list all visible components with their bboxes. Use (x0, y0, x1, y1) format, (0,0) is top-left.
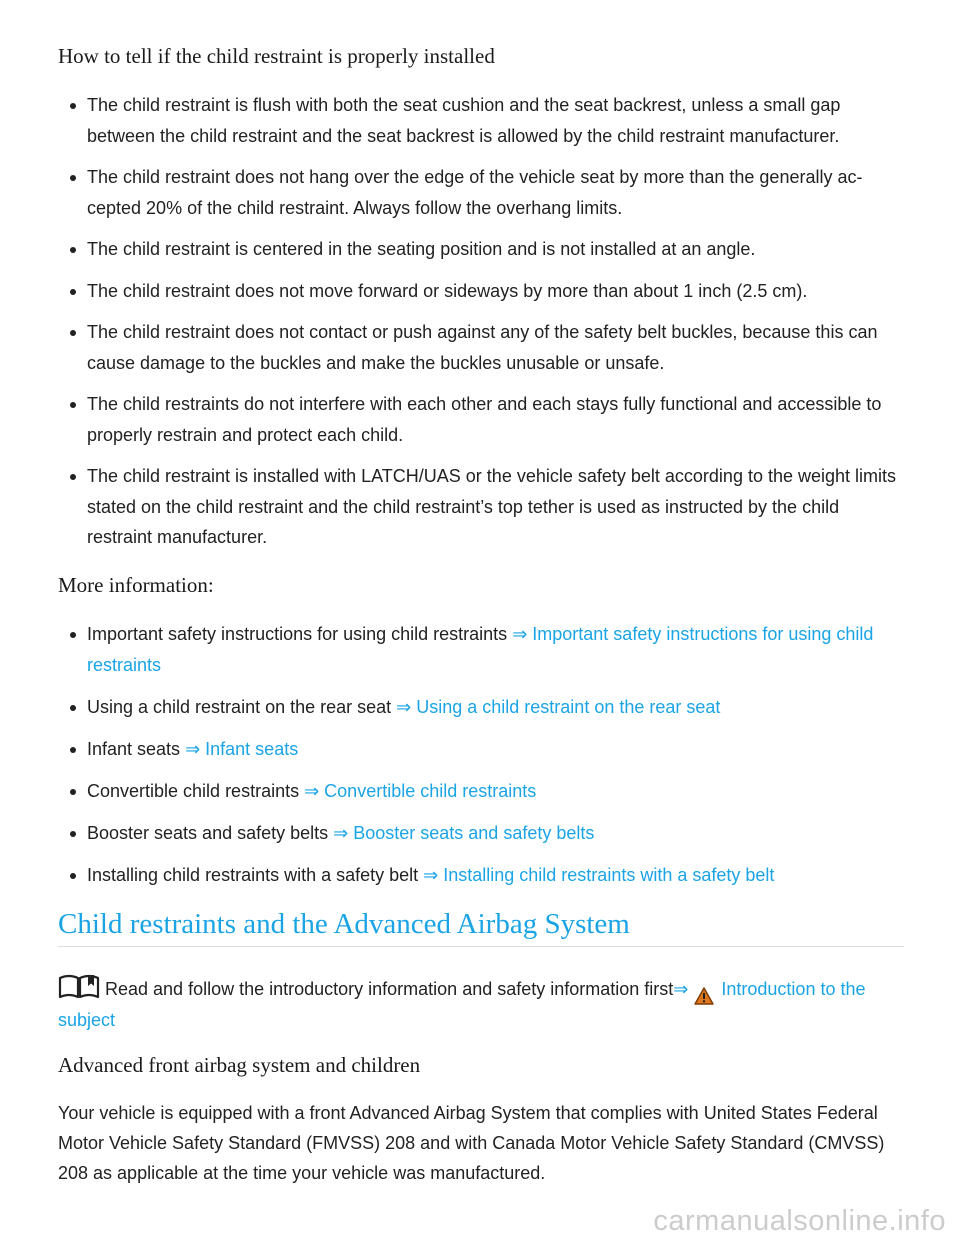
section-title: Child restraints and the Advanced Airbag System (58, 908, 630, 940)
install-check-list (58, 90, 904, 564)
list-item (58, 860, 904, 891)
link-important-safety-instructions[interactable]: ⇒ Important safety instructions for using child restraints (87, 624, 874, 675)
list-item: The child restraint does not move forward or sideways by more than about 1 inch (2.5 cm). (58, 276, 904, 307)
list-item (58, 692, 904, 723)
list-item: The child restraints do not interfere with each other and each stays fully functional and accessible to properly restrain and protect each child. (58, 389, 904, 450)
intro-link-arrow[interactable]: ⇒ (673, 979, 689, 999)
link-infant-seats[interactable]: ⇒ Infant seats (185, 738, 299, 759)
intro-text: Read and follow the introductory information and safety information first (100, 979, 674, 999)
intro-link-introduction[interactable]: Introduction to the subject (58, 979, 866, 1030)
list-item (58, 619, 904, 680)
list-item-text: Installing child restraints with a safety belt (87, 864, 424, 885)
section-divider (58, 946, 904, 947)
list-item (58, 776, 904, 807)
intro-note (58, 974, 904, 1036)
list-item: The child restraint is installed with LATCH/UAS or the vehicle safety belt according to the weight limits stated on the child restraint and the child restraint’s top tether is used as instructed by the child restraint manufacturer. (58, 461, 904, 553)
list-item-text: Using a child restraint on the rear seat (87, 696, 397, 717)
list-item-text: Infant seats (87, 738, 186, 759)
link-installing-with-safety-belt[interactable]: ⇒ Installing child restraints with a safety belt (423, 864, 775, 885)
airbag-paragraph: Your vehicle is equipped with a front Advanced Airbag System that complies with United States Federal Motor Vehicle Safety Standard (FMVSS) 208 and with Canada Motor Vehicle Safety Standard (CMVSS) 208 as applicable at the time your vehicle was manufactured. (58, 1103, 885, 1183)
list-item: The child restraint is flush with both the seat cushion and the seat backrest, unless a small gap between the child restraint and the seat backrest is allowed by the child restraint manufacturer. (58, 90, 904, 151)
link-booster-seats[interactable]: ⇒ Booster seats and safety belts (333, 822, 595, 843)
airbag-children-heading: Advanced front airbag system and children (58, 1053, 421, 1077)
list-item-text: Booster seats and safety belts (87, 822, 334, 843)
install-check-heading: How to tell if the child restraint is properly installed (58, 44, 495, 68)
list-item-text: Important safety instructions for using child restraints (87, 624, 513, 644)
list-item (58, 818, 904, 849)
list-item (58, 734, 904, 765)
warning-triangle-icon (694, 984, 714, 1002)
list-item-text: Convertible child restraints (87, 780, 305, 801)
more-information-heading: More information: (58, 573, 214, 597)
list-item: The child restraint is centered in the seating position and is not installed at an angle. (58, 234, 904, 265)
link-convertible-restraints[interactable]: ⇒ Convertible child restraints (304, 780, 537, 801)
link-rear-seat[interactable]: ⇒ Using a child restraint on the rear seat (396, 696, 721, 717)
watermark: carmanualsonline.info (653, 1205, 946, 1237)
book-icon (58, 974, 100, 1000)
more-information-list (58, 619, 904, 902)
list-item: The child restraint does not contact or push against any of the safety belt buckles, because this can cause damage to the buckles and make the buckles unusable or unsafe. (58, 317, 904, 378)
list-item: The child restraint does not hang over the edge of the vehicle seat by more than the generally ac-cepted 20% of the child restraint. Always follow the overhang limits. (58, 162, 904, 223)
